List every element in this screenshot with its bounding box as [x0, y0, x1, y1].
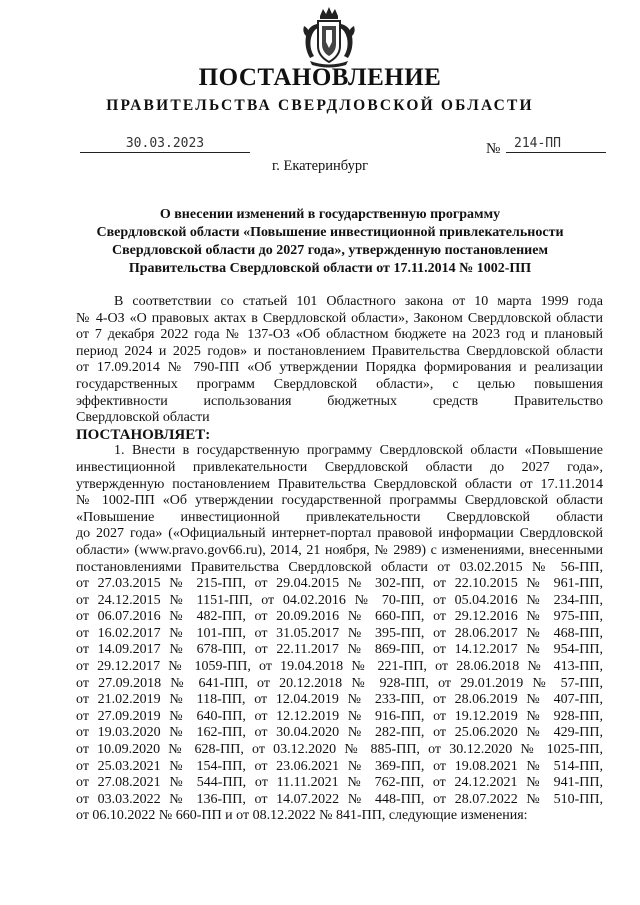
- body-line: № 1002-ПП «Об утверждении государственной программы Свердловской области: [76, 493, 603, 509]
- body-line: от 14.09.2017 № 678-ПП, от 22.11.2017 № 869-ПП, от 14.12.2017 № 954-ПП,: [76, 642, 603, 658]
- resolves-heading: ПОСТАНОВЛЯЕТ:: [76, 426, 211, 443]
- body-line: от 06.10.2022 № 660-ПП и от 08.12.2022 № 841-ПП, следующие изменения:: [76, 808, 528, 824]
- heading-line: О внесении изменений в государственную программу: [159, 207, 501, 222]
- body-line: инвестиционной привлекательности Свердловской области до 2027 года»,: [76, 459, 603, 475]
- number-label: №: [486, 141, 501, 157]
- body-line: «Повышение инвестиционной привлекательности Свердловской области: [76, 509, 603, 525]
- body-line: от 06.07.2016 № 482-ПП, от 20.09.2016 № 660-ПП, от 29.12.2016 № 975-ПП,: [76, 609, 603, 625]
- heading-line: Свердловской области до 2027 года», утвержденную постановлением: [112, 243, 548, 258]
- body-line: от 7 декабря 2022 года № 137-ОЗ «Об областном бюджете на 2023 год и плановый: [76, 327, 603, 343]
- document-title: ПОСТАНОВЛЕНИЕ: [198, 64, 442, 91]
- body-line: от 29.12.2017 № 1059-ПП, от 19.04.2018 № 221-ПП, от 28.06.2018 № 413-ПП,: [76, 659, 603, 675]
- body-line: от 24.12.2015 № 1151-ПП, от 04.02.2016 № 70-ПП, от 05.04.2016 № 234-ПП,: [76, 592, 603, 608]
- coat-of-arms-emblem: [300, 6, 358, 68]
- body-line: утвержденную постановлением Правительства Свердловской области от 17.11.2014: [76, 476, 603, 492]
- body-line: Свердловской области: [76, 410, 210, 426]
- body-line: от 21.02.2019 № 118-ПП, от 12.04.2019 № 233-ПП, от 28.06.2019 № 407-ПП,: [76, 692, 603, 708]
- body-line: от 27.09.2018 № 641-ПП, от 20.12.2018 № 928-ПП, от 29.01.2019 № 57-ПП,: [76, 675, 603, 691]
- document-city: г. Екатеринбург: [271, 158, 369, 174]
- body-line: 1. Внести в государственную программу Свердловской области «Повышение: [114, 443, 603, 459]
- heading-line: Свердловской области «Повышение инвестиционной привлекательности: [96, 225, 564, 240]
- body-line: государственных программ Свердловской области», с целью повышения: [76, 376, 603, 392]
- body-line: от 27.03.2015 № 215-ПП, от 29.04.2015 № 302-ПП, от 22.10.2015 № 961-ПП,: [76, 576, 603, 592]
- body-line: области» (www.pravo.gov66.ru), 2014, 21 ноября, № 2989) с изменениями, внесенными: [76, 542, 603, 558]
- document-heading: [60, 206, 600, 278]
- body-line: от 16.02.2017 № 101-ПП, от 31.05.2017 № 395-ПП, от 28.06.2017 № 468-ПП,: [76, 625, 603, 641]
- body-line: эффективности использования бюджетных средств Правительство: [76, 393, 603, 409]
- document-date: 30.03.2023: [80, 136, 250, 153]
- body-line: период 2024 и 2025 годов» и постановлением Правительства Свердловской области: [76, 343, 603, 359]
- body-line: от 03.03.2022 № 136-ПП, от 14.07.2022 № 448-ПП, от 28.07.2022 № 510-ПП,: [76, 791, 603, 807]
- body-line: от 25.03.2021 № 154-ПП, от 23.06.2021 № 369-ПП, от 19.08.2021 № 514-ПП,: [76, 758, 603, 774]
- body-line: от 10.09.2020 № 628-ПП, от 03.12.2020 № 885-ПП, от 30.12.2020 № 1025-ПП,: [76, 742, 603, 758]
- heading-line: Правительства Свердловской области от 17.11.2014 № 1002-ПП: [128, 261, 532, 276]
- document-body: [76, 294, 603, 825]
- body-line: постановлениями Правительства Свердловской области от 03.02.2015 № 56-ПП,: [76, 559, 603, 575]
- body-line: № 4-ОЗ «О правовых актах в Свердловской области», Законом Свердловской области: [76, 310, 603, 326]
- body-line: В соответствии со статьей 101 Областного закона от 10 марта 1999 года: [114, 294, 603, 309]
- body-line: от 17.09.2014 № 790-ПП «Об утверждении Порядка формирования и реализации: [76, 360, 603, 376]
- body-line: до 2027 года» («Официальный интернет-портал правовой информации Свердловской: [76, 526, 603, 542]
- body-line: от 27.09.2019 № 640-ПП, от 12.12.2019 № 916-ПП, от 19.12.2019 № 928-ПП,: [76, 708, 603, 724]
- body-line: от 27.08.2021 № 544-ПП, от 11.11.2021 № 762-ПП, от 24.12.2021 № 941-ПП,: [76, 775, 603, 791]
- document-subtitle: ПРАВИТЕЛЬСТВА СВЕРДЛОВСКОЙ ОБЛАСТИ: [106, 97, 534, 114]
- body-line: от 19.03.2020 № 162-ПП, от 30.04.2020 № 282-ПП, от 25.06.2020 № 429-ПП,: [76, 725, 603, 741]
- document-number: 214-ПП: [506, 136, 606, 153]
